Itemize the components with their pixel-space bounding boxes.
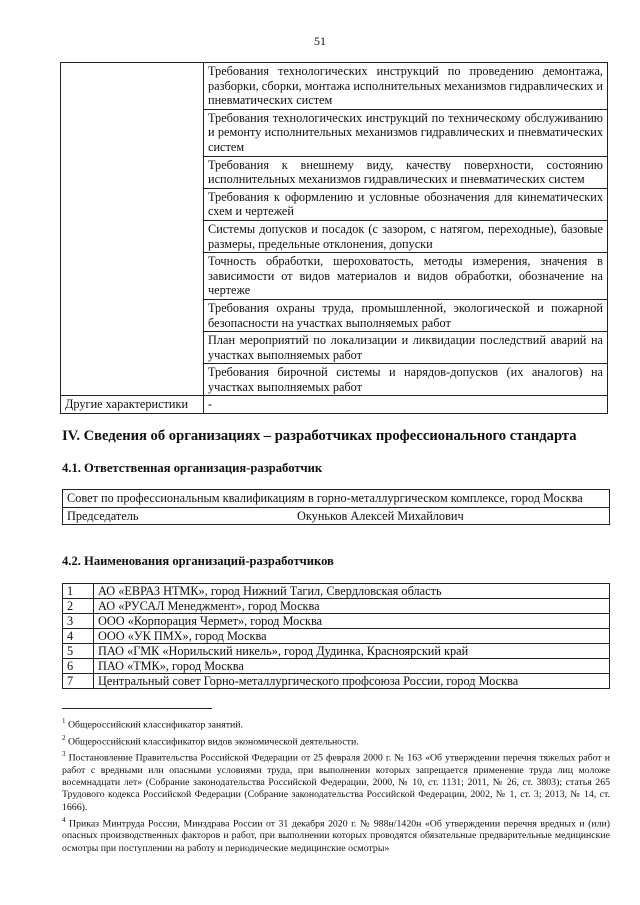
row-number: 2 <box>63 599 94 614</box>
row-number: 1 <box>63 584 94 599</box>
developer-name: АО «РУСАЛ Менеджмент», город Москва <box>94 599 610 614</box>
page-number: 51 <box>314 34 326 48</box>
requirement-item: Требования технологических инструкций по проведению демонтажа, разборки, сборки, монтажа исполнительных механизмов гидравлических и пневматических систем <box>204 63 608 110</box>
footnote-divider <box>62 708 212 709</box>
table-row <box>63 614 610 629</box>
row-number: 4 <box>63 629 94 644</box>
requirements-label-cell <box>61 63 204 396</box>
requirement-item: Требования к оформлению и условные обозначения для кинематических схем и чертежей <box>204 188 608 220</box>
footnote <box>62 732 610 749</box>
footnote <box>62 715 610 732</box>
requirement-item: Точность обработки, шероховатость, методы измерения, значения в зависимости от видов материалов и видов обработки, обозначение на чертеже <box>204 253 608 300</box>
signatory-name: Окуньков Алексей Михайлович <box>297 508 464 523</box>
footnote-text: Постановление Правительства Российской Федерации от 25 февраля 2000 г. № 163 «Об утверждении перечня тяжелых работ и работ с вредными или опасными условиями труда, при выполнении которых запрещается применение труда лиц моложе восемнадцати лет» (Собрание законодательства Российской Федерации, 2000, № 10, ст. 1131; 2011, № 26, ст. 3803); статья 265 Трудового кодекса Российской Федерации (Собрание законодательства Российской Федерации, 2002, № 1, ст. 3; 2013, № 14, ст. 1666). <box>62 752 611 813</box>
responsible-signatory-row <box>63 507 610 525</box>
other-characteristics-value: - <box>204 396 608 414</box>
table-row <box>63 674 610 689</box>
requirement-item: Требования охраны труда, промышленной, экологической и пожарной безопасности на участках выполняемых работ <box>204 299 608 331</box>
requirement-item: План мероприятий по локализации и ликвидации последствий аварий на участках выполняемых работ <box>204 332 608 364</box>
footnote-mark: 4 <box>62 815 66 824</box>
table-row <box>63 644 610 659</box>
developer-name: ПАО «ГМК «Норильский никель», город Дудинка, Красноярский край <box>94 644 610 659</box>
developer-name: ООО «УК ПМХ», город Москва <box>94 629 610 644</box>
footnote-mark: 2 <box>62 733 66 742</box>
row-number: 5 <box>63 644 94 659</box>
footnote-text: Приказ Минтруда России, Минздрава России от 31 декабря 2020 г. № 988н/1420н «Об утверждении перечня вредных и (или) опасных производственных факторов и работ, при выполнении которых проводятся обязательные предварительные медицинские осмотры при поступлении на работу и периодические медицинские осмотры» <box>62 818 610 854</box>
requirement-item: Требования бирочной системы и нарядов-допусков (их аналогов) на участках выполняемых работ <box>204 364 608 396</box>
footnote-mark: 1 <box>62 717 66 725</box>
other-characteristics-label: Другие характеристики <box>61 396 204 414</box>
requirement-item: Требования к внешнему виду, качеству поверхности, состоянию исполнительных механизмов гидравлических и пневматических систем <box>204 156 608 188</box>
responsible-org-heading: 4.1. Ответственная организация-разработчик <box>62 461 323 475</box>
requirements-table <box>60 62 608 414</box>
table-row <box>63 629 610 644</box>
responsible-org-table <box>62 489 610 525</box>
footnote-text: Общероссийский классификатор видов экономической деятельности. <box>67 735 359 747</box>
developer-name: АО «ЕВРАЗ НТМК», город Нижний Тагил, Свердловская область <box>94 584 610 599</box>
developers-heading: 4.2. Наименования организаций-разработчиков <box>62 554 334 568</box>
table-row <box>63 584 610 599</box>
row-number: 3 <box>63 614 94 629</box>
responsible-org-name: Совет по профессиональным квалификациям в горно-металлургическом комплексе, город Москва <box>63 490 610 508</box>
table-row <box>63 599 610 614</box>
requirement-item: Системы допусков и посадок (с зазором, с натягом, переходные), базовые размеры, предельные отклонения, допуски <box>204 220 608 252</box>
footnotes <box>62 715 610 855</box>
requirement-item: Требования технологических инструкций по техническому обслуживанию и ремонту исполнительных механизмов гидравлических и пневматических систем <box>204 109 608 156</box>
footnote <box>62 748 610 814</box>
footnote-mark: 3 <box>62 750 66 759</box>
developer-name: ООО «Корпорация Чермет», город Москва <box>94 614 610 629</box>
row-number: 7 <box>63 674 94 689</box>
developer-name: Центральный совет Горно-металлургического профсоюза России, город Москва <box>94 674 610 689</box>
table-row <box>63 659 610 674</box>
developers-table <box>62 583 610 689</box>
footnote <box>62 814 610 855</box>
developer-name: ПАО «ТМК», город Москва <box>94 659 610 674</box>
signatory-position: Председатель <box>67 508 139 523</box>
row-number: 6 <box>63 659 94 674</box>
section-title: IV. Сведения об организациях – разработчиках профессионального стандарта <box>62 428 577 444</box>
footnote-text: Общероссийский классификатор занятий. <box>67 719 243 731</box>
